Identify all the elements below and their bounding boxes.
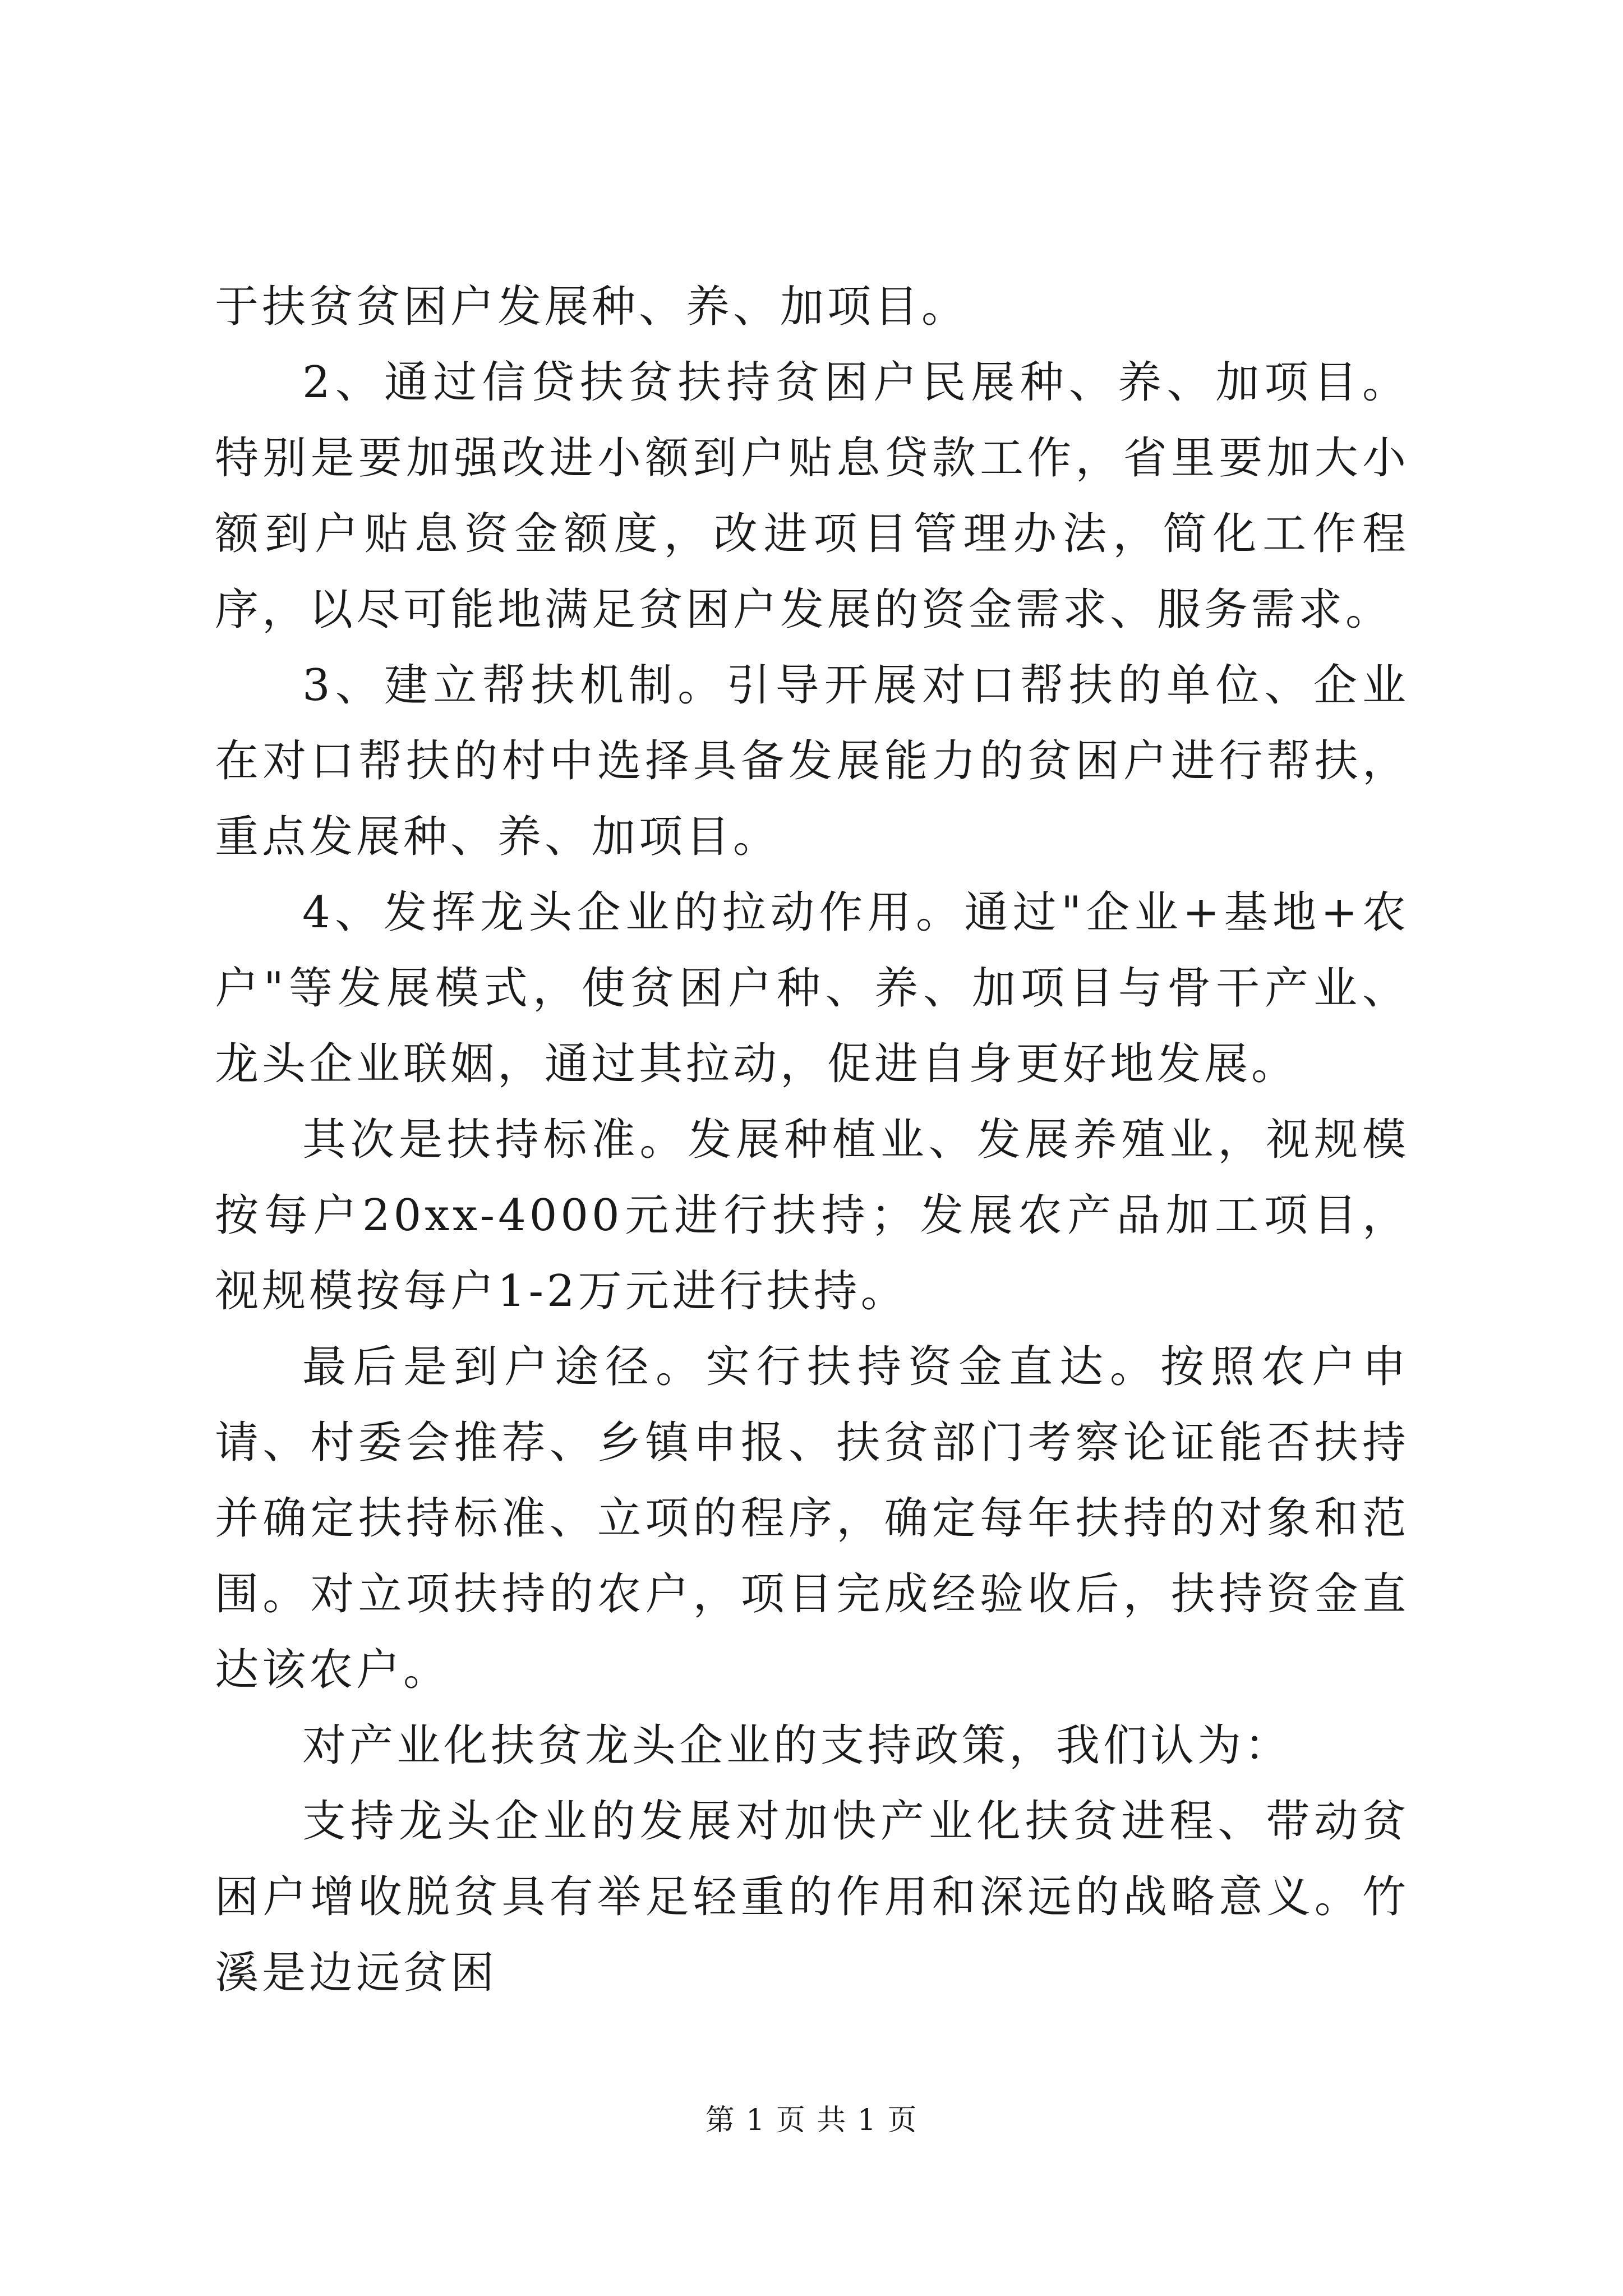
page-number-footer: 第 1 页 共 1 页 — [705, 2104, 918, 2137]
paragraph-policy-intro: 对产业化扶贫龙头企业的支持政策，我们认为： — [302, 1720, 1292, 1771]
paragraph-household-path: 最后是到户途径。实行扶持资金直达。按照农户申请、村委会推荐、乡镇申报、扶贫部门考察论证能否扶持并确定扶持标准、立项的程序，确定每年扶持的对象和范围。对立项扶持的农户，项目完成经验收后，扶持资金直达该农户。 — [215, 1342, 1409, 1695]
paragraph-item-4: 4、发挥龙头企业的拉动作用。通过"企业+基地+农户"等发展模式，使贫困户种、养、加项目与骨干产业、龙头企业联姻，通过其拉动，促进自身更好地发展。 — [215, 887, 1409, 1089]
paragraph-item-3: 3、建立帮扶机制。引导开展对口帮扶的单位、企业在对口帮扶的村中选择具备发展能力的贫困户进行帮扶，重点发展种、养、加项目。 — [215, 660, 1409, 862]
paragraph-continuation: 于扶贫贫困户发展种、养、加项目。 — [215, 282, 969, 332]
document-body — [215, 269, 1409, 2011]
paragraph-leading-enterprise: 支持龙头企业的发展对加快产业化扶贫进程、带动贫困户增收脱贫具有举足轻重的作用和深远的战略意义。竹溪是边远贫困 — [215, 1796, 1409, 1998]
paragraph-support-standard: 其次是扶持标准。发展种植业、发展养殖业，视规模按每户20xx-4000元进行扶持；发展农产品加工项目，视规模按每户1-2万元进行扶持。 — [215, 1115, 1409, 1317]
paragraph-item-2: 2、通过信贷扶贫扶持贫困户民展种、养、加项目。特别是要加强改进小额到户贴息贷款工作，省里要加大小额到户贴息资金额度，改进项目管理办法，简化工作程序，以尽可能地满足贫困户发展的资金需求、服务需求。 — [215, 357, 1409, 635]
